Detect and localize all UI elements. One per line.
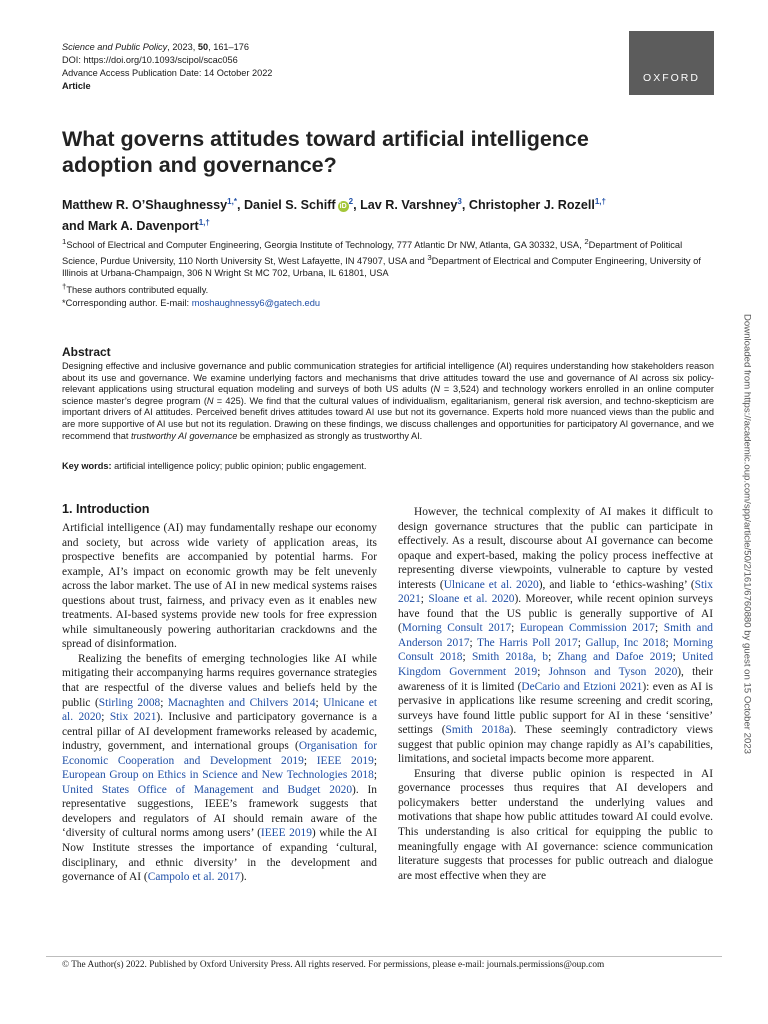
author-affiliation-mark[interactable]: 1,† [198, 218, 210, 228]
author-name[interactable]: and Mark A. Davenport [62, 219, 199, 234]
paragraph: Realizing the benefits of emerging technologies like AI while mitigating their accompanying harms requires governance strategies that are respectful of the diverse values and beliefs held by the public (Stirling 2008; Macnaghten and Chilvers 2014; Ulnicane et al. 2020; Stix 2021). Inclusive and participatory governance is a central pillar of AI development frameworks released by academic, industry, government, and international groups (Organisation for Economic Cooperation and Development 2019; IEEE 2019; European Group on Ethics in Science and New Technologies 2018; United States Office of Management and Budget 2020). In representative suggestions, IEEE’s framework suggests that developers and regulators of AI should remain aware of the ‘diversity of cultural norms among users’ (IEEE 2019) while the AI Now Institute stresses the importance of expanding ‘cultural, disciplinary, and ethnic diversity’ in the development and governance of AI (Campolo et al. 2017). [62, 652, 378, 884]
corresponding-author: *Corresponding author. E-mail: moshaughnessy6@gatech.edu [62, 297, 321, 308]
citation-link[interactable]: Smith 2018a [445, 724, 510, 737]
citation-link[interactable]: Ulnicane et al. 2020 [443, 578, 539, 591]
download-watermark: Downloaded from https://academic.oup.com/spp/article/50/2/161/6760880 by guest on 15 October 2023 [741, 314, 753, 754]
citation-link[interactable]: Smith 2018a, b [471, 651, 549, 664]
citation-link[interactable]: Morning Consult 2017 [401, 622, 512, 635]
left-column-text [62, 521, 377, 885]
orcid-icon[interactable]: iD [339, 203, 347, 211]
abstract-heading: Abstract [62, 345, 111, 359]
article-title: What governs attitudes toward artificial intelligence adoption and governance? [62, 127, 589, 177]
author-affiliation-mark[interactable]: 1,* [227, 197, 237, 206]
citation-link[interactable]: Stix 2021 [398, 578, 713, 606]
citation-link[interactable]: The Harris Poll 2017 [476, 636, 578, 649]
paragraph: Ensuring that diverse public opinion is respected in AI governance processes thus requires that AI developers and policymakers better understand the underlying values and motivations that shape how public attitudes toward AI could evolve. This understanding is also critical for equipping the public to meaningfully engage with AI governance: science communication literature suggests that processes for public outreach and dialogue are most effective when they are [398, 767, 713, 882]
citation-link[interactable]: Stirling 2008 [98, 696, 161, 709]
citation-link[interactable]: Ulnicane et al. 2020 [62, 696, 377, 724]
author-name[interactable]: Daniel S. Schiff [243, 198, 336, 213]
citation-link[interactable]: Sloane et al. 2020 [428, 593, 515, 606]
citation-link[interactable]: Morning Consult 2018 [398, 636, 713, 664]
author-affiliation-mark[interactable]: 1,† [594, 197, 606, 206]
advance-access-date: Advance Access Publication Date: 14 October 2022 [62, 68, 273, 78]
citation-link[interactable]: European Group on Ethics in Science and New Technologies 2018 [62, 769, 374, 782]
citation-link[interactable]: Gallup, Inc 2018 [585, 636, 666, 649]
section-heading-introduction: 1. Introduction [62, 502, 150, 516]
affiliations [62, 236, 712, 309]
right-column-text [398, 505, 713, 883]
abstract-body: Designing effective and inclusive governance and public communication strategies for artificial intelligence (AI) requires understanding how stakeholders reason about its use and governance. We examine underlying factors and mechanisms that drive attitudes toward the use and governance of AI across six policy-relevant applications using structural equation modeling and surveys of both US adults (N = 3,524) and technology workers enrolled in an online computer science master’s degree program (N = 425). We find that the cultural values of individualism, egalitarianism, general risk aversion, and techno-skepticism are important drivers of AI attitudes. Perceived benefit drives attitudes toward AI use but not its governance. Experts hold more nuanced views than the public and are more supportive of AI use but not its regulation. Drawing on these findings, we discuss challenges and opportunities for participatory AI governance, and we recommend that trustworthy AI governance be emphasized as strongly as trustworthy AI. [62, 361, 715, 441]
copyright-footer: © The Author(s) 2022. Published by Oxford University Press. All rights reserved. For permissions, please e-mail: journals.permissions@oup.com [62, 960, 605, 970]
citation-link[interactable]: United Kingdom Government 2019 [398, 651, 714, 679]
citation-link[interactable]: United States Office of Management and Budget 2020 [62, 783, 353, 796]
doi-line[interactable]: DOI: https://doi.org/10.1093/scipol/scac056 [62, 55, 238, 65]
citation-link[interactable]: Stix 2021 [109, 711, 157, 724]
journal-meta [62, 41, 272, 93]
author-name[interactable]: Lav R. Varshney [360, 198, 458, 213]
author-list: Matthew R. O’Shaughnessy$^{1,*}$, Daniel S. Schiff $iD^2$, Lav R. Varshney$^3$, Christopher J. Rozell$^{1,\dagger}$ and Mark A. Davenport$^{1,\dagger}$ [62, 197, 606, 234]
citation-link[interactable]: Smith and Anderson 2017 [398, 622, 713, 649]
citation-link[interactable]: European Commission 2017 [519, 622, 655, 635]
paragraph: Artificial intelligence (AI) may fundamentally reshape our economy and society, but across wide variety of application areas, its prospective benefits are accompanied by potential harms. For example, AI’s impact on economic growth may be felt unevenly across the labor market. The use of AI in new medical systems raises questions about trust, fairness, and privacy even as it enables new treatments. AI-based systems provide new tools for free expression while simultaneously powering authoritarian crackdowns and the spread of disinformation. [62, 522, 377, 651]
article-type: Article [62, 81, 91, 91]
corresponding-email-link[interactable]: moshaughnessy6@gatech.edu [191, 297, 321, 308]
citation-link[interactable]: Zhang and Dafoe 2019 [557, 651, 673, 664]
citation-link[interactable]: Campolo et al. 2017 [147, 871, 241, 884]
oxford-logo: OXFORD [629, 31, 714, 95]
citation-link[interactable]: Johnson and Tyson 2020 [548, 666, 678, 679]
author-affiliation-mark[interactable]: 2 [348, 197, 354, 206]
citation-link[interactable]: IEEE 2019 [316, 754, 374, 767]
citation-link[interactable]: Macnaghten and Chilvers 2014 [167, 696, 316, 709]
citation-link[interactable]: DeCario and Etzioni 2021 [521, 680, 643, 693]
paragraph: However, the technical complexity of AI makes it difficult to design governance structures that the public can participate in effectively. As a result, discourse about AI governance can become opaque and expert-based, making the policy process ineffective at representing diverse viewpoints, vulnerable to capture by vested interests (Ulnicane et al. 2020), and liable to ‘ethics-washing’ (Stix 2021; Sloane et al. 2020). Moreover, while recent opinion surveys have found that the US public is generally supportive of AI (Morning Consult 2017; European Commission 2017; Smith and Anderson 2017; The Harris Poll 2017; Gallup, Inc 2018; Morning Consult 2018; Smith 2018a, b; Zhang and Dafoe 2019; United Kingdom Government 2019; Johnson and Tyson 2020), their awareness of it is limited (DeCario and Etzioni 2021): even as AI is pervasive in applications like resume screening and credit scoring, surveys have found little public support for AI in these ‘sensitive’ settings (Smith 2018a). These seemingly contradictory views suggest that public opinion may change rapidly as AI’s capabilities, limitations, and societal impacts become more apparent. [398, 506, 714, 766]
journal-citation: Science and Public Policy, 2023, 50, 161–176 [62, 42, 249, 52]
affiliation-text: $^1$School of Electrical and Computer Engineering, Georgia Institute of Technology, 777 Atlantic Dr NW, Atlanta, GA 30332, USA, $^2$Department of Political Science, Purdue University, 110 North University St, West Lafayette, IN 47907, USA and $^3$Department of Electrical and Computer Engineering, University of Illinois at Urbana-Champaign, 306 N Wright St MC 702, Urbana, IL 61801, USA [62, 237, 701, 278]
author-affiliation-mark[interactable]: 3 [457, 197, 462, 206]
author-name[interactable]: Christopher J. Rozell [468, 198, 595, 213]
author-name[interactable]: Matthew R. O’Shaughnessy [62, 198, 228, 213]
citation-link[interactable]: Organisation for Economic Cooperation and Development 2019 [62, 740, 378, 767]
footer-divider [46, 956, 722, 957]
keywords: Key words: artificial intelligence policy; public opinion; public engagement. [62, 461, 367, 471]
citation-link[interactable]: IEEE 2019 [260, 827, 312, 840]
equal-contribution-note: †These authors contributed equally. [62, 282, 209, 296]
